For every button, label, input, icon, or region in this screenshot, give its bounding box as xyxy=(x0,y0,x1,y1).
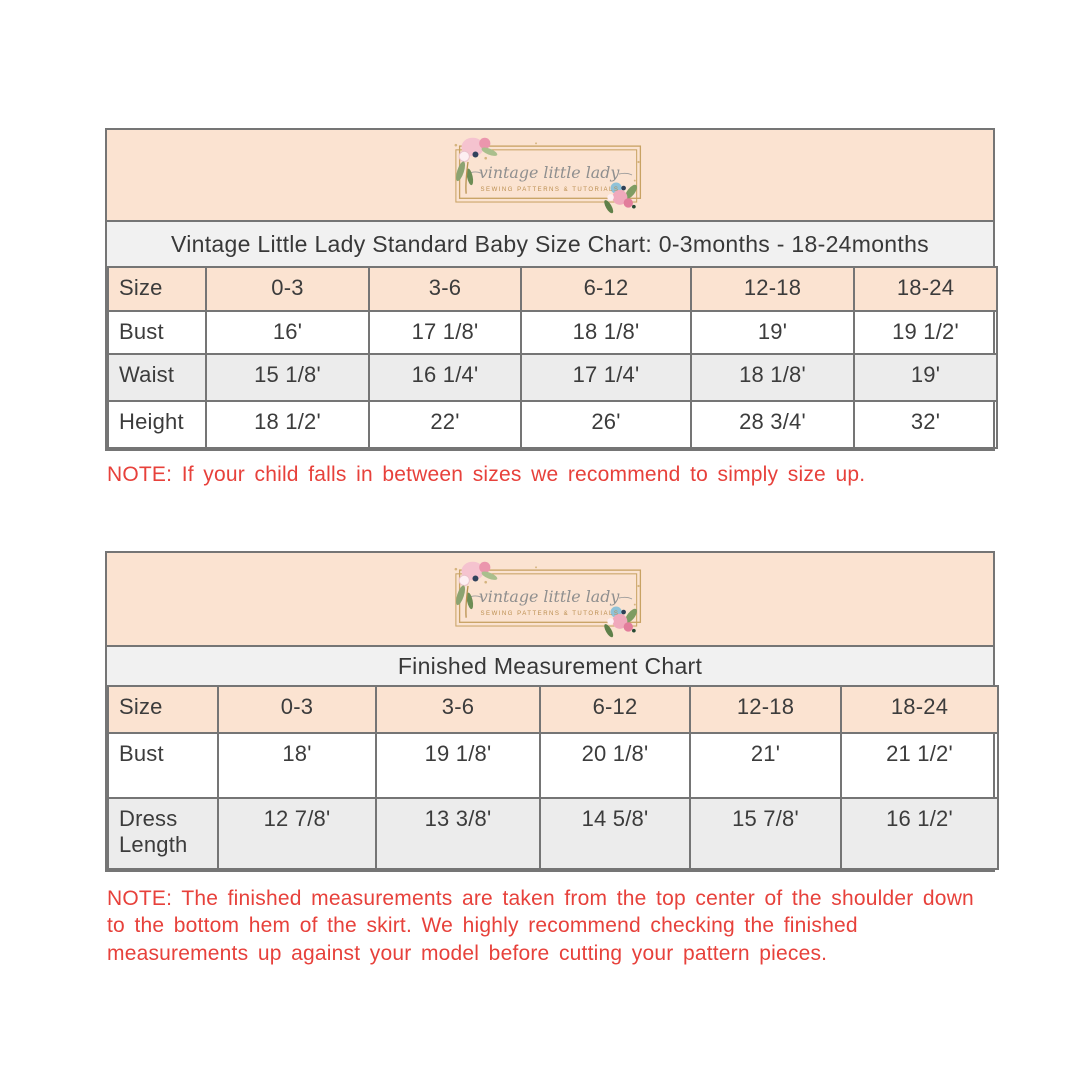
row-label: Waist xyxy=(108,354,206,401)
logo-tagline-text: SEWING PATTERNS & TUTORIALS xyxy=(480,186,620,193)
column-header-6-12: 6-12 xyxy=(521,267,691,311)
table-cell: 16 1/2' xyxy=(841,798,998,869)
finished-measurement-panel xyxy=(105,551,995,872)
standard-size-chart-panel xyxy=(105,128,995,451)
vintage-little-lady-logo-icon xyxy=(437,134,663,216)
vintage-little-lady-logo-icon xyxy=(437,558,663,640)
column-header-size: Size xyxy=(108,267,206,311)
table-cell: 28 3/4' xyxy=(691,401,854,448)
table-cell: 19' xyxy=(854,354,997,401)
table-cell: 18' xyxy=(218,733,376,798)
table-cell: 21' xyxy=(690,733,841,798)
table-cell: 22' xyxy=(369,401,521,448)
column-header-3-6: 3-6 xyxy=(376,686,540,733)
table-cell: 13 3/8' xyxy=(376,798,540,869)
column-header-3-6: 3-6 xyxy=(369,267,521,311)
logo-tagline-text: SEWING PATTERNS & TUTORIALS xyxy=(480,610,620,617)
table-cell: 19 1/8' xyxy=(376,733,540,798)
table-header-row xyxy=(108,267,997,311)
table-cell: 32' xyxy=(854,401,997,448)
table-cell: 15 1/8' xyxy=(206,354,369,401)
table-cell: 19 1/2' xyxy=(854,311,997,354)
finished-measurement-section xyxy=(105,551,995,968)
column-header-18-24: 18-24 xyxy=(841,686,998,733)
logo-band xyxy=(107,130,993,222)
row-label: Bust xyxy=(108,311,206,354)
table-row-bust xyxy=(108,311,997,354)
table-row-waist xyxy=(108,354,997,401)
column-header-12-18: 12-18 xyxy=(690,686,841,733)
table-cell: 14 5/8' xyxy=(540,798,690,869)
table-cell: 15 7/8' xyxy=(690,798,841,869)
column-header-6-12: 6-12 xyxy=(540,686,690,733)
column-header-0-3: 0-3 xyxy=(206,267,369,311)
logo-script-text: vintage little lady xyxy=(478,586,620,606)
size-up-note: NOTE: If your child falls in between sizes we recommend to simply size up. xyxy=(107,463,866,486)
table-row-height xyxy=(108,401,997,448)
table-cell: 18 1/8' xyxy=(691,354,854,401)
table-row-dress-length xyxy=(108,798,998,869)
table-row-bust xyxy=(108,733,998,798)
table-cell: 16' xyxy=(206,311,369,354)
row-label: Dress Length xyxy=(108,798,218,869)
chart2-title: Finished Measurement Chart xyxy=(107,647,993,685)
table-cell: 17 1/4' xyxy=(521,354,691,401)
column-header-18-24: 18-24 xyxy=(854,267,997,311)
logo-band xyxy=(107,553,993,647)
standard-size-chart-section xyxy=(105,128,995,489)
table-cell: 17 1/8' xyxy=(369,311,521,354)
table-cell: 12 7/8' xyxy=(218,798,376,869)
table-cell: 21 1/2' xyxy=(841,733,998,798)
standard-size-table xyxy=(107,266,998,449)
table-cell: 16 1/4' xyxy=(369,354,521,401)
table-cell: 20 1/8' xyxy=(540,733,690,798)
table-cell: 18 1/8' xyxy=(521,311,691,354)
size-chart-page xyxy=(105,0,995,968)
logo-script-text: vintage little lady xyxy=(478,162,620,182)
column-header-12-18: 12-18 xyxy=(691,267,854,311)
row-label: Bust xyxy=(108,733,218,798)
table-header-row xyxy=(108,686,998,733)
table-cell: 26' xyxy=(521,401,691,448)
table-cell: 18 1/2' xyxy=(206,401,369,448)
finished-measurement-table xyxy=(107,685,999,870)
column-header-size: Size xyxy=(108,686,218,733)
finished-measurement-note: NOTE: The finished measurements are taken from the top center of the shoulder down to the bottom hem of the skirt. We highly recommend checking the finished measurements up against your model before cutting your pattern pieces. xyxy=(107,886,974,966)
column-header-0-3: 0-3 xyxy=(218,686,376,733)
table-cell: 19' xyxy=(691,311,854,354)
chart1-title: Vintage Little Lady Standard Baby Size Chart: 0-3months - 18-24months xyxy=(107,222,993,266)
row-label: Height xyxy=(108,401,206,448)
